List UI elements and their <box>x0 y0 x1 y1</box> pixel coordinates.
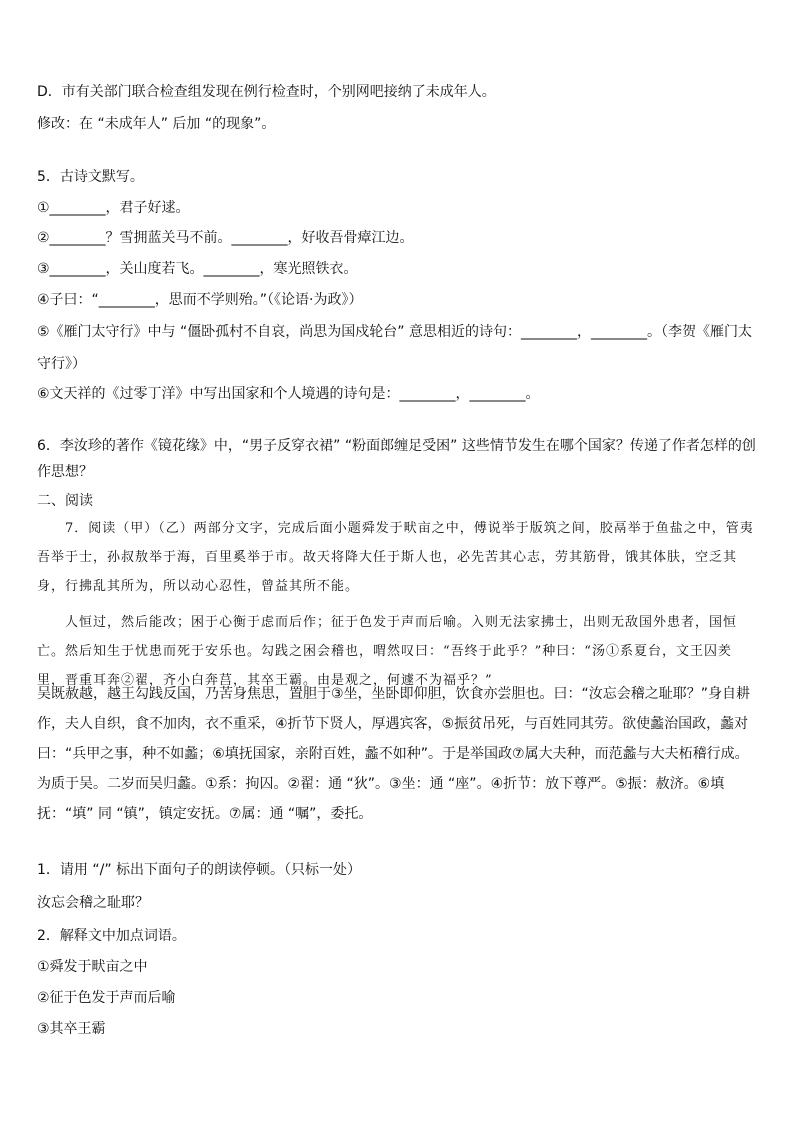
q5-title: 5．古诗文默写。 <box>37 169 144 185</box>
q4-fix: 修改：在 “未成年人” 后加 “的现象”。 <box>37 116 276 132</box>
sub2-item-1: ①舜发于畎亩之中 <box>37 959 148 975</box>
section-title: 二、阅读 <box>37 493 93 509</box>
sub1-title: 1．请用 “/” 标出下面句子的朗读停顿。（只标一处） <box>37 862 362 878</box>
q5-line-1: ①________，君子好逑。 <box>37 200 190 216</box>
q6-question: 6．李汝珍的著作《镜花缘》中，“男子反穿衣裙” “粉面郎缠足受困” 这些情节发生在哪个国家？传递了作者怎样的创作思想？ <box>37 438 756 480</box>
sub2-title: 2．解释文中加点词语。 <box>37 928 186 944</box>
q5-line-6: ⑥文天祥的《过零丁洋》中写出国家和个人境遇的诗句是：________，________。 <box>37 386 540 402</box>
sub1-sentence: 汝忘会稽之耻耶？ <box>37 895 149 911</box>
q5-line-2: ②________？雪拥蓝关马不前。________，好收吾骨瘴江边。 <box>37 230 414 246</box>
q5-line-4: ④子曰：“________，思而不学则殆。”（《论语·为政》） <box>37 292 363 308</box>
q7-intro: 7．阅读（甲）（乙）两部分文字，完成后面小题舜发于畎亩之中，傅说举于版筑之间，胶鬲举于鱼盐之中，管夷吾举于士，孙叔敖举于海，百里奚举于市。故天将降大任于斯人也，必先苦其心志，劳其筋骨，饿其体肤，空乏其身，行拂乱其所为，所以动心忍性，曾益其所不能。 <box>37 521 754 594</box>
q7-para2: 人恒过，然后能改；困于心衡于虑而后作；征于色发于声而后喻。入则无法家拂士，出则无敌国外患者，国恒亡。然后知生于忧患而死于安乐也。勾践之困会稽也，喟然叹曰：“吾终于此乎？”种曰：“汤①系夏台，文王囚羑里，晋重耳奔②翟，齐小白奔莒，其卒王霸。由是观之，何遽不为福乎？” <box>37 615 738 688</box>
q4-option-d: D．市有关部门联合检查组发现在例行检查时，个别网吧接纳了未成年人。 <box>37 84 496 100</box>
sub2-item-3: ③其卒王霸 <box>37 1021 106 1037</box>
q7-para3: 吴既赦越，越王勾践反国，乃苦身焦思，置胆于③坐，坐卧即仰胆，饮食亦尝胆也。曰：“汝忘会稽之耻耶？”身自耕作，夫人自织，食不加肉，衣不重采，④折节下贤人，厚遇宾客，⑤振贫吊死，与百姓同其劳。欲使蠡治国政，蠡对曰：“兵甲之事，种不如蠡；⑥填抚国家，亲附百姓，蠡不如种”。于是举国政⑦属大夫种，而范蠡与大夫柘稽行成。为质于吴。二岁而吴归蠡。①系：拘囚。②翟：通 “狄”。③坐：通 “座”。④折节：放下尊严。⑤振：赦济。⑥填抚：“填” 同 “镇”，镇定安抚。⑦属：通 “嘱”，委托。 <box>37 686 751 822</box>
q5-line-3: ③________，关山度若飞。________，寒光照铁衣。 <box>37 261 358 277</box>
q5-line-5: ⑤《雁门太守行》中与 “僵卧孤村不自哀，尚思为国戍轮台” 意思相近的诗句：________，________。（李贺《雁门太守行》） <box>37 324 752 372</box>
sub2-item-2: ②征于色发于声而后喻 <box>37 990 176 1006</box>
